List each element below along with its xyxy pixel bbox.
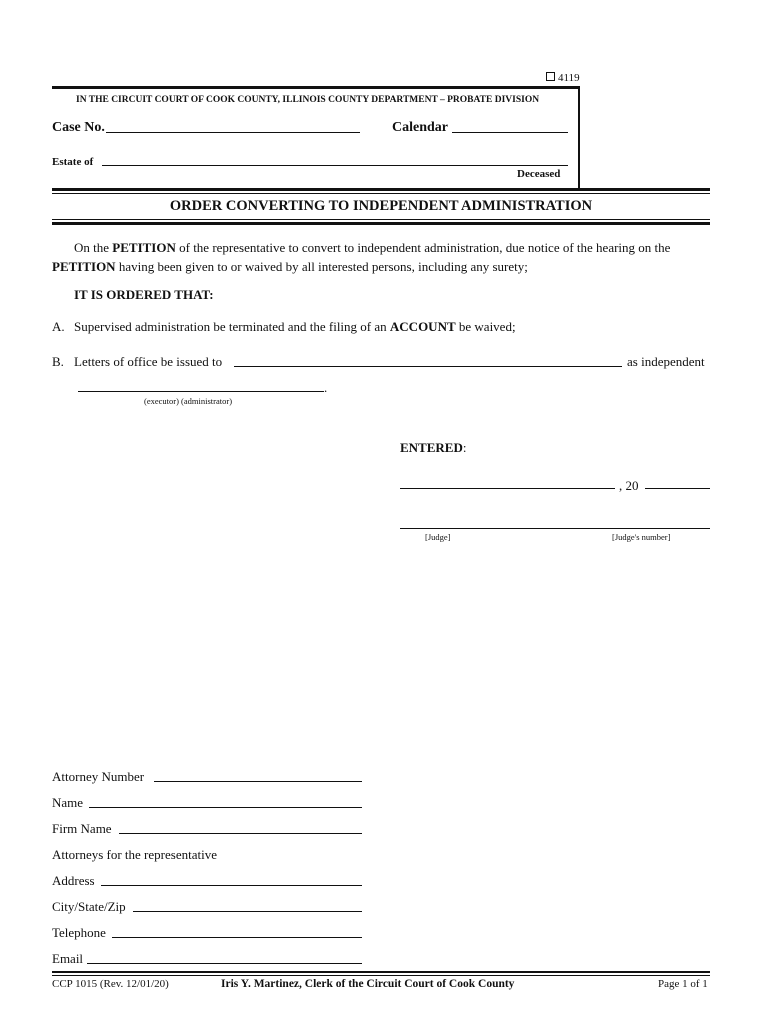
header-top-rule xyxy=(52,86,580,89)
telephone-label: Telephone xyxy=(52,925,106,940)
calendar-label: Calendar xyxy=(392,120,448,135)
page-title: ORDER CONVERTING TO INDEPENDENT ADMINISTRATION xyxy=(169,198,593,214)
title-rule-bottom-2 xyxy=(52,222,710,225)
attorney-number-field[interactable] xyxy=(154,781,362,782)
email-field[interactable] xyxy=(87,963,362,964)
body-line-2: PETITION having been given to or waived by all interested persons, including any surety; xyxy=(52,259,528,274)
estate-field[interactable] xyxy=(102,165,568,166)
deceased-label: Deceased xyxy=(517,168,561,180)
firm-name-field[interactable] xyxy=(119,833,362,834)
checkbox-icon[interactable] xyxy=(546,72,555,81)
name-label: Name xyxy=(52,795,84,810)
court-line: IN THE CIRCUIT COURT OF COOK COUNTY, ILLINOIS COUNTY DEPARTMENT – PROBATE DIVISION xyxy=(76,95,540,105)
title-rule-top-2 xyxy=(52,193,710,194)
year-prefix: , 20 xyxy=(619,478,639,493)
letters-issued-to-field[interactable] xyxy=(234,366,622,367)
title-rule-bottom-1 xyxy=(52,219,710,220)
case-no-label: Case No. xyxy=(52,120,105,135)
ordered-heading: IT IS ORDERED THAT: xyxy=(74,287,214,302)
address-label: Address xyxy=(52,873,95,888)
entered-year-field[interactable] xyxy=(645,488,710,489)
footer-rule-1 xyxy=(52,971,710,973)
item-b-text: Letters of office be issued to xyxy=(74,354,223,369)
page-number: Page 1 of 1 xyxy=(658,978,708,990)
firm-name-label: Firm Name xyxy=(52,821,112,836)
footer-rule-2 xyxy=(52,975,710,976)
estate-label: Estate of xyxy=(52,156,94,168)
executor-administrator-field[interactable] xyxy=(78,391,324,392)
attorney-number-label: Attorney Number xyxy=(52,769,145,784)
case-no-field[interactable] xyxy=(106,132,360,133)
address-field[interactable] xyxy=(101,885,362,886)
executor-caption: (executor) (administrator) xyxy=(144,396,233,406)
entered-date-field[interactable] xyxy=(400,488,615,489)
city-state-zip-field[interactable] xyxy=(133,911,362,912)
item-a-text: Supervised administration be terminated and the filing of an ACCOUNT be waived; xyxy=(74,319,516,334)
body-line-1: On the PETITION of the representative to convert to independent administration, due notice of the hearing on the xyxy=(74,240,671,255)
form-number: CCP 1015 (Rev. 12/01/20) xyxy=(52,978,169,990)
title-rule-top-1 xyxy=(52,188,710,191)
item-a-marker: A. xyxy=(52,319,65,334)
judge-number-caption: [Judge's number] xyxy=(612,532,671,542)
item-b-period: . xyxy=(324,380,328,395)
email-label: Email xyxy=(52,951,84,966)
item-b-end: as independent xyxy=(627,354,705,369)
clerk-line: Iris Y. Martinez, Clerk of the Circuit Court of Cook County xyxy=(221,978,515,990)
telephone-field[interactable] xyxy=(112,937,362,938)
judge-caption: [Judge] xyxy=(425,532,451,542)
calendar-field[interactable] xyxy=(452,132,568,133)
judge-signature-field[interactable] xyxy=(400,528,710,529)
attorneys-for-label: Attorneys for the representative xyxy=(52,847,217,862)
item-b-marker: B. xyxy=(52,354,64,369)
form-code xyxy=(546,72,580,84)
header-right-rule xyxy=(578,86,580,189)
form-code-number: 4119 xyxy=(558,72,580,84)
city-state-zip-label: City/State/Zip xyxy=(52,899,126,914)
name-field[interactable] xyxy=(89,807,362,808)
entered-label: ENTERED: xyxy=(400,440,467,455)
